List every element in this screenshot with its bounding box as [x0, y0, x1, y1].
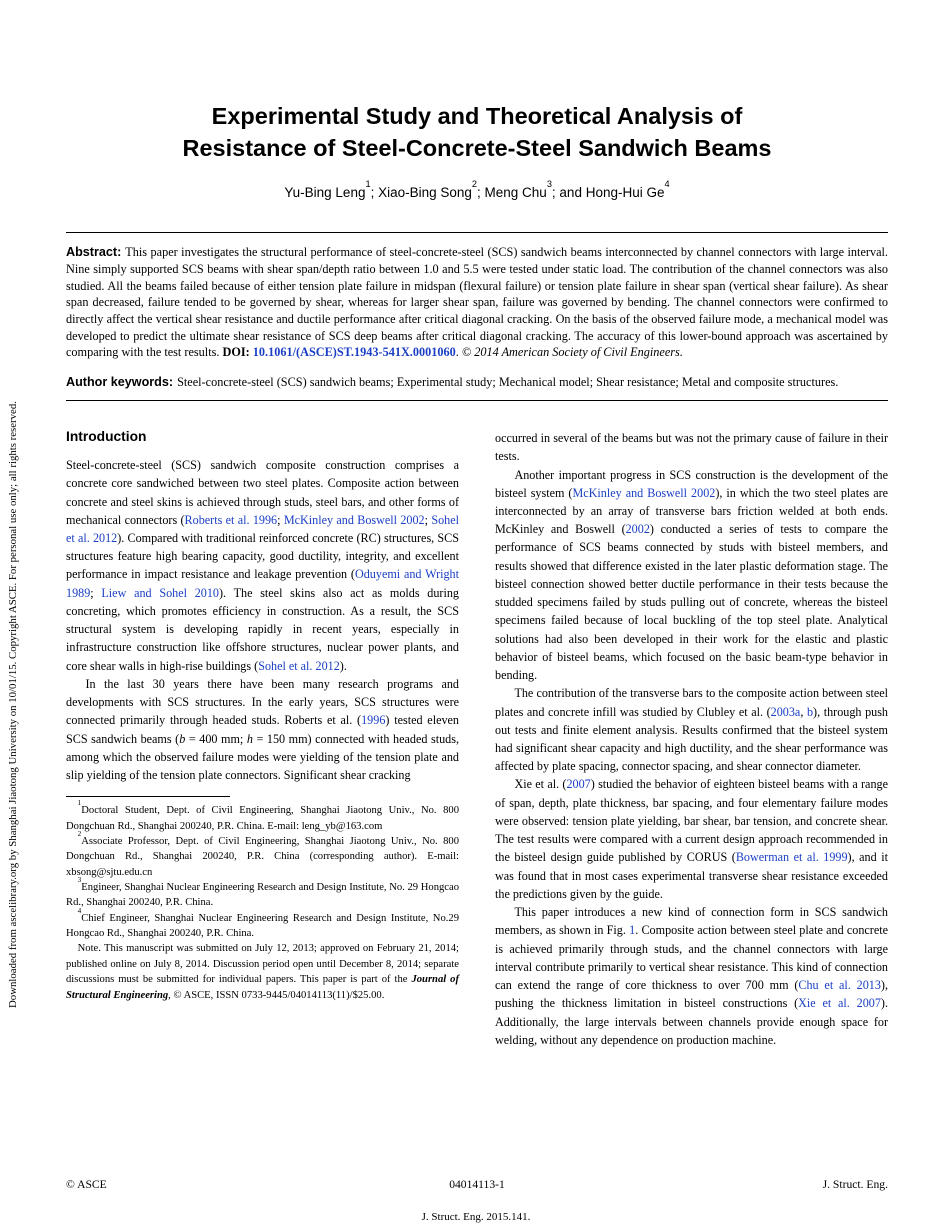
paragraph: In the last 30 years there have been many research programs and developments with SCS structures. In the early years, SCS structures were connected primarily through headed studs. Roberts et al. (1996) tested eleven SCS sandwich beams (b = 400 mm; h = 150 mm) connected with headed studs, among which the observed failure modes were yielding of the tension plate and slip yielding of the tension plate connectors. Significant shear cracking: [66, 676, 459, 783]
two-column-body: [66, 429, 888, 1049]
keywords-section: [66, 374, 888, 391]
column-left: [66, 429, 459, 1049]
citation-link[interactable]: 10.1061/(ASCE)ST.1943-541X.0001060: [252, 345, 456, 360]
divider-above-abstract: [66, 232, 888, 233]
citation-link[interactable]: 2002: [625, 522, 650, 537]
section-heading-introduction: Introduction: [66, 429, 147, 445]
citation-link[interactable]: 1: [629, 923, 636, 938]
footnote: $^1$Doctoral Student, Dept. of Civil Engineering, Shanghai Jiaotong Univ., No. 800 Dongchuan Rd., Shanghai 200240, P.R. China. E-mail: leng_yb@163.com: [66, 799, 459, 832]
citation-link[interactable]: Xie et al. 2007: [798, 996, 881, 1011]
abstract-text: This paper investigates the structural performance of steel-concrete-steel (SCS) sandwich beams interconnected by channel connectors with large interval. Nine simply supported SCS beams with shear span/depth ratio between 1.0 and 5.5 were tested under static load. The contribution of the channel connectors was also studied. All the beams failed because of either tension plate failure in midspan (flexural failure) or tension plate failure in shear span (vertical shear failure). As shear span decreased, failure tended to be governed by shear, whereas for larger shear span, failure was governed by bending. The channel connectors were confirmed to directly affect the vertical shear resistance and ductile performance after critical diagonal cracking. On the basis of the observed failure mode, a mechanical model was developed to predict the ultimate shear resistance of SCS deep beams after critical diagonal cracking. The accuracy of this lower-bound approach was ascertained by comparing with the test results. DOI: 10.1061/(ASCE)ST.1943-541X.0001060. © 2014 American Society of Civil Engineers.: [66, 244, 888, 360]
keywords-text: Steel-concrete-steel (SCS) sandwich beams; Experimental study; Mechanical model; Shear resistance; Metal and composite structures.: [177, 374, 839, 389]
citation-link[interactable]: b: [806, 704, 814, 719]
page-content: [66, 0, 888, 1049]
column-right: [495, 429, 888, 1049]
citation-link[interactable]: Sohel et al. 2012: [66, 512, 459, 545]
abstract-label: Abstract:: [66, 244, 122, 259]
paragraph: This paper introduces a new kind of connection form in SCS sandwich members, as shown in Fig. 1. Composite action between steel plate and concrete is achieved primarily through studs, and the channel connectors with large interval contribute primarily to vertical shear resistance. This kind of connection can extend the range of core thickness to over 700 mm (Chu et al. 2013), pushing the thickness limitation in bisteel constructions (Xie et al. 2007). Additionally, the large intervals between channels provide enough space for welding, without any dependence on production machine.: [495, 905, 888, 1047]
paper-title-line1: Experimental Study and Theoretical Analysis of: [211, 103, 743, 129]
footer-copyright: © ASCE: [66, 1178, 107, 1191]
footer-journal: J. Struct. Eng.: [822, 1178, 888, 1191]
citation-link[interactable]: Oduyemi and Wright 1989: [66, 567, 459, 600]
citation-link[interactable]: 2003a: [770, 704, 801, 719]
paper-title: [66, 100, 888, 165]
authors-line: Yu-Bing Leng$^1$; Xiao-Bing Song$^2$; Meng Chu$^3$; and Hong-Hui Ge$^4$: [284, 179, 670, 200]
citation-link[interactable]: 1996: [361, 713, 386, 728]
paragraph: Steel-concrete-steel (SCS) sandwich composite construction comprises a concrete core sandwiched between two steel plates. Composite action between concrete and steel skins is achieved through studs, steel bars, and other forms of mechanical connectors (Roberts et al. 1996; McKinley and Boswell 2002; Sohel et al. 2012). Compared with traditional reinforced concrete (RC) structures, SCS structures feature high bearing capacity, good ductility, integrity, and excellent performance in impact resistance and leakage prevention (Oduyemi and Wright 1989; Liew and Sohel 2010). The steel skins also act as molds during concreting, which promotes efficiency in construction. As a result, the SCS structural system is developing rapidly in recent years, especially in infrastructure construction like offshore structures, nuclear power plants, and core shear walls in high-rise buildings (Sohel et al. 2012).: [66, 458, 459, 673]
paragraph: Another important progress in SCS construction is the development of the bisteel system (McKinley and Boswell 2002), in which the two steel plates are interconnected by an array of transverse bars friction welded at both ends. McKinley and Boswell (2002) conducted a series of tests to compare the performance of SCS beams connected by studs with bisteel members, and results showed that difference existed in the later plastic deformation stage. The bisteel connection showed better ductile performance in their tests because the studded specimens failed by studs pulling out of concrete, whereas the bisteel specimens failed because of local buckling of the top steel plate. Analytical solutions had also been developed in their work for the elastic and plastic behavior of bisteel beams, which focused on the basic beam-type behavior in bending.: [495, 467, 889, 683]
paper-title-line2: Resistance of Steel-Concrete-Steel Sandwich Beams: [182, 135, 772, 162]
citation-link[interactable]: Bowerman et al. 1999: [735, 850, 848, 865]
footnote: $^4$Chief Engineer, Shanghai Nuclear Engineering Research and Design Institute, No.29 Hongcao Rd., Shanghai 200240, P.R. China.: [66, 907, 459, 940]
paragraph: The contribution of the transverse bars to the composite action between steel plates and concrete infill was studied by Clubley et al. (2003a, b), through push out tests and finite element analysis. Results confirmed that the bisteel system had significant shear capacity and high ductility, and the shear performance was affected by plate spacing, connector spacing, and shear connector diameter.: [495, 686, 888, 774]
footnotes-block: [66, 796, 459, 1003]
citation-link[interactable]: Chu et al. 2013: [798, 978, 881, 993]
abstract-section: [66, 244, 888, 361]
paragraph: occurred in several of the beams but was not the primary cause of failure in their tests.: [495, 431, 888, 464]
footnote-publication-note: Note. This manuscript was submitted on July 12, 2013; approved on February 21, 2014; published online on July 8, 2014. Discussion period open until December 8, 2014; separate discussions must be submitted for individual papers. This paper is part of the Journal of Structural Engineering, © ASCE, ISSN 0733-9445/04014113(11)/$25.00.: [66, 943, 459, 1001]
footnote: $^2$Associate Professor, Dept. of Civil Engineering, Shanghai Jiaotong Univ., No. 800 Dongchuan Rd., Shanghai 200240, P.R. China (corresponding author). E-mail: xbsong@sjtu.edu.cn: [66, 830, 459, 878]
paragraph: Xie et al. (2007) studied the behavior of eighteen bisteel beams with a range of span, depth, plate thickness, bar spacing, and four elementary failure modes were observed: tension plate yielding, bar shear, bar tension, and concrete shear. The test results were compared with a current design approach recommended in the bisteel design guide published by CORUS (Bowerman et al. 1999), and it was found that in most cases experimental transverse shear resistance exceeded the predictions given by the guide.: [495, 777, 888, 901]
footer-page-number: 04014113-1: [449, 1178, 505, 1191]
sidebar-download-note: Downloaded from ascelibrary.org by Shanghai Jiaotong University on 10/01/15. Copyright ASCE. For personal use only; all rights reserved.: [7, 401, 19, 1008]
footnote-divider: [66, 796, 230, 797]
citation-link[interactable]: McKinley and Boswell 2002: [572, 485, 716, 500]
bottom-citation: J. Struct. Eng. 2015.141.: [421, 1211, 531, 1223]
citation-link[interactable]: 2007: [566, 777, 591, 792]
keywords-label: Author keywords:: [66, 374, 174, 389]
citation-link[interactable]: McKinley and Boswell 2002: [283, 512, 425, 527]
citation-link[interactable]: Sohel et al. 2012: [258, 658, 340, 673]
citation-link[interactable]: Liew and Sohel 2010: [101, 585, 219, 600]
footnote: $^3$Engineer, Shanghai Nuclear Engineering Research and Design Institute, No. 29 Hongcao Rd., Shanghai 200240, P.R. China.: [66, 876, 459, 909]
page-footer: [66, 1178, 888, 1191]
divider-below-keywords: [66, 400, 888, 401]
citation-link[interactable]: Roberts et al. 1996: [184, 512, 278, 527]
